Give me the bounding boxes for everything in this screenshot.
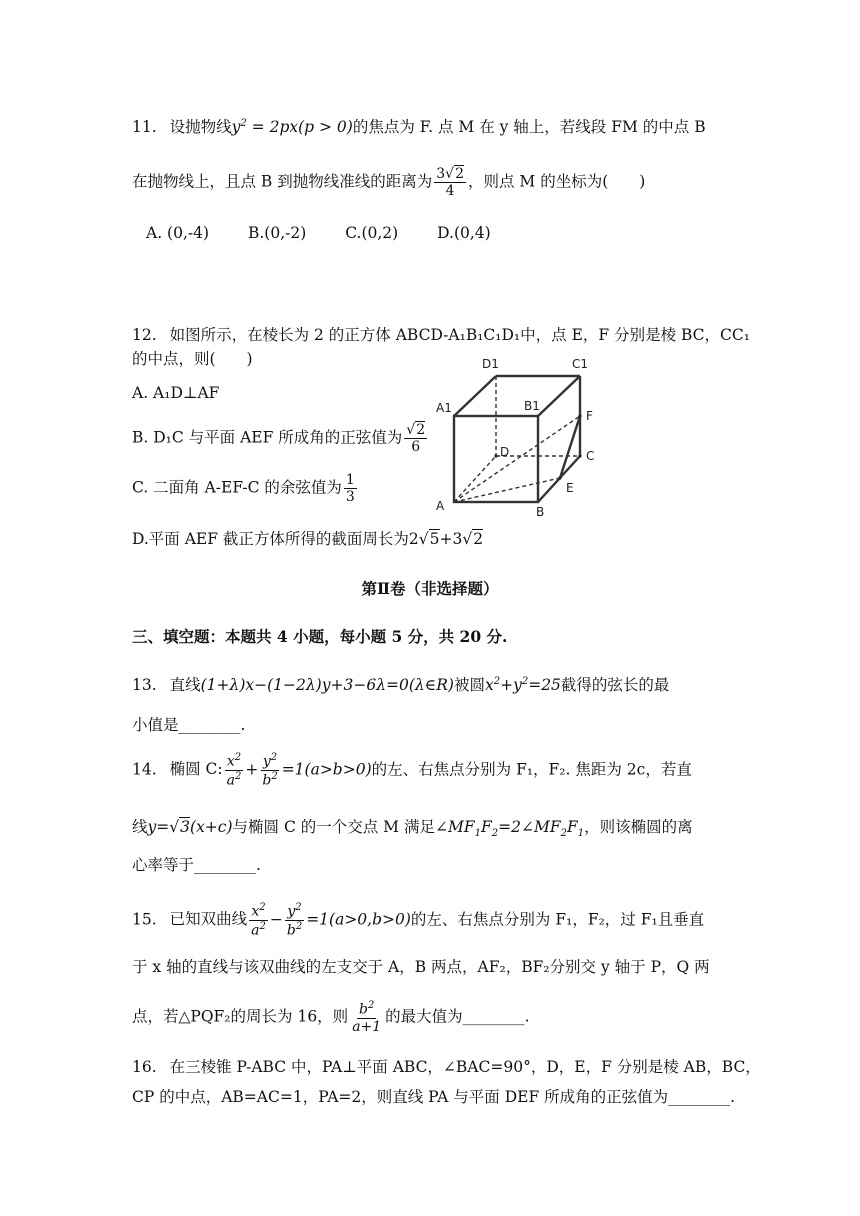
q12-text-2: 的中点，则( ) xyxy=(132,350,253,368)
q12-option-d[interactable] xyxy=(132,530,483,549)
q15-frac-target: $\frac{b^2}{a+1}$ xyxy=(352,1000,382,1035)
q15-hyperbola-cond: =1(a>0,b>0) xyxy=(306,910,411,929)
label-e: E xyxy=(566,481,574,495)
q16-line1 xyxy=(132,1058,761,1077)
q15-text-c: 于 x 轴的直线与该双曲线的左支交于 A，B 两点，AF₂，BF₂分别交 y 轴于 P，Q 两 xyxy=(132,958,710,976)
q15-line3 xyxy=(132,1000,530,1035)
q11-text-a: 设抛物线 xyxy=(169,118,232,137)
q15-frac-y: $\frac{y^2}{b^2}$ xyxy=(286,902,303,939)
q12-line2 xyxy=(132,350,253,369)
q12-option-b[interactable] xyxy=(132,422,429,455)
q12-option-d-text: D.平面 AEF 截正方体所得的截面周长为 xyxy=(132,530,409,548)
edge-ae xyxy=(454,478,560,502)
q13-text-c: 截得的弦长的最 xyxy=(560,676,670,695)
q16-line2 xyxy=(132,1088,735,1107)
q15-line2 xyxy=(132,958,710,977)
section-title-text: 第Ⅱ卷（非选择题） xyxy=(361,579,499,598)
q14-angle-formula: $\angle MF_1F_2=2\angle MF_2F_1$ xyxy=(434,818,585,840)
q14-text-d: 与椭圆 C 的一个交点 M 满足 xyxy=(232,818,435,836)
q14-number: 14. xyxy=(132,760,157,779)
q14-line1: 14. 椭圆 C: $\frac{x^2}{a^2}$ + $\frac{y^2}{b^2}$ =1(a>b>0)的左、右焦点分别为 F₁，F₂. 焦距为 2c，若直 xyxy=(132,752,692,789)
q14-text-f: 心率等于________. xyxy=(132,856,261,874)
q12-number: 12. xyxy=(132,326,157,344)
q14-text-a: 椭圆 C: xyxy=(169,760,223,779)
q15-text-b: 的左、右焦点分别为 F₁，F₂，过 F₁且垂直 xyxy=(410,910,705,929)
q12-text-1: 如图所示，在棱长为 2 的正方体 ABCD-A₁B₁C₁D₁中，点 E，F 分别是棱 BC，CC₁ xyxy=(169,326,750,344)
q11-options xyxy=(146,224,525,243)
q15-text-e: 的最大值为________. xyxy=(385,1007,530,1026)
q12-line1 xyxy=(132,326,750,345)
q13-text-d: 小值是________. xyxy=(132,716,246,734)
q11-text-b: 的焦点为 F. 点 M 在 y 轴上，若线段 FM 的中点 B xyxy=(352,118,706,137)
q13-number: 13. xyxy=(132,676,157,695)
q11-text-c: 在抛物线上，且点 B 到抛物线准线的距离为 xyxy=(132,172,433,191)
q13-line1 xyxy=(132,676,669,695)
q15-line1: 15. 已知双曲线 $\frac{x^2}{a^2}$ − $\frac{y^2}{b^2}$ =1(a>0,b>0)的左、右焦点分别为 F₁，F₂，过 F₁且垂直 xyxy=(132,902,705,939)
q11-number: 11. xyxy=(132,118,157,137)
q13-line-formula: (1+λ)x−(1−2λ)y+3−6λ=0(λ∈R) xyxy=(200,676,454,695)
label-c1: C1 xyxy=(572,357,589,371)
q14-text-b: 的左、右焦点分别为 F₁，F₂. 焦距为 2c，若直 xyxy=(371,760,692,779)
edge-af xyxy=(454,416,580,502)
q11-fraction: $\frac{3√2}{4}$ xyxy=(436,166,464,200)
q12-option-c-fraction: $\frac{1}{3}$ xyxy=(345,472,355,506)
label-a1: A1 xyxy=(436,401,452,415)
q14-text-c: 线 xyxy=(132,818,148,836)
q14-text-e: ，则该椭圆的离 xyxy=(584,818,693,836)
q12-option-c-text: C. 二面角 A-EF-C 的余弦值为 xyxy=(132,478,342,497)
part3-heading xyxy=(132,628,507,647)
q11-formula: $y^2 = 2px(p > 0)$ xyxy=(231,118,353,137)
q11-option-d[interactable]: D.(0,4) xyxy=(437,224,491,242)
edge-b1c1 xyxy=(538,376,580,416)
part3-heading-text: 三、填空题：本题共 4 小题，每小题 5 分，共 20 分. xyxy=(132,627,508,646)
q12-option-a-text: A. A₁D⊥AF xyxy=(132,384,220,402)
q12-option-a[interactable] xyxy=(132,384,219,403)
q14-frac-x: $\frac{x^2}{a^2}$ xyxy=(226,752,242,789)
q11-option-c[interactable]: C.(0,2) xyxy=(345,224,399,242)
q13-circle-formula: $x^2+y^2=25$ xyxy=(484,676,561,695)
q11-line1 xyxy=(132,118,706,137)
label-d: D xyxy=(500,445,510,459)
q12-option-b-fraction: $\frac{√2}{6}$ xyxy=(406,422,426,456)
section-title xyxy=(0,580,860,599)
q13-text-b: 被圆 xyxy=(453,676,485,695)
q14-line-formula: y=√3(x+c) xyxy=(147,818,233,836)
q15-number: 15. xyxy=(132,910,157,929)
q13-text-a: 直线 xyxy=(169,676,201,695)
cube-figure xyxy=(432,348,612,520)
q11-text-d: ，则点 M 的坐标为( ) xyxy=(468,172,646,191)
q11-option-b[interactable]: B.(0,-2) xyxy=(247,224,307,242)
q12-option-d-formula: 2√5+3√2 xyxy=(408,530,484,548)
q12-option-c[interactable] xyxy=(132,472,359,505)
q14-ellipse-cond: =1(a>b>0) xyxy=(281,760,372,779)
q16-number: 16. xyxy=(132,1058,157,1076)
q16-text-1: 在三棱锥 P-ABC 中，PA⊥平面 ABC，∠BAC=90°，D，E，F 分别是棱 AB，BC， xyxy=(169,1058,761,1076)
label-f: F xyxy=(586,409,593,423)
q13-line2 xyxy=(132,716,245,735)
label-d1: D1 xyxy=(482,357,499,371)
q14-line2 xyxy=(132,818,693,840)
q15-text-a: 已知双曲线 xyxy=(169,910,248,929)
q11-line2 xyxy=(132,166,645,199)
label-b1: B1 xyxy=(524,399,540,413)
q15-frac-x: $\frac{x^2}{a^2}$ xyxy=(251,902,266,939)
edge-a1d1 xyxy=(454,376,496,416)
q11-option-a[interactable]: A. (0,-4) xyxy=(146,224,210,242)
q16-text-2: CP 的中点，AB=AC=1，PA=2，则直线 PA 与平面 DEF 所成角的正弦值为________. xyxy=(132,1088,736,1106)
q15-text-d: 点，若△PQF₂的周长为 16，则 xyxy=(132,1007,349,1026)
q12-option-b-text: B. D₁C 与平面 AEF 所成角的正弦值为 xyxy=(132,428,403,447)
label-b: B xyxy=(536,505,545,519)
q14-line3 xyxy=(132,856,261,875)
label-c: C xyxy=(586,449,595,463)
edge-ad xyxy=(454,456,496,502)
label-a: A xyxy=(436,499,445,513)
q14-frac-y: $\frac{y^2}{b^2}$ xyxy=(262,752,278,789)
